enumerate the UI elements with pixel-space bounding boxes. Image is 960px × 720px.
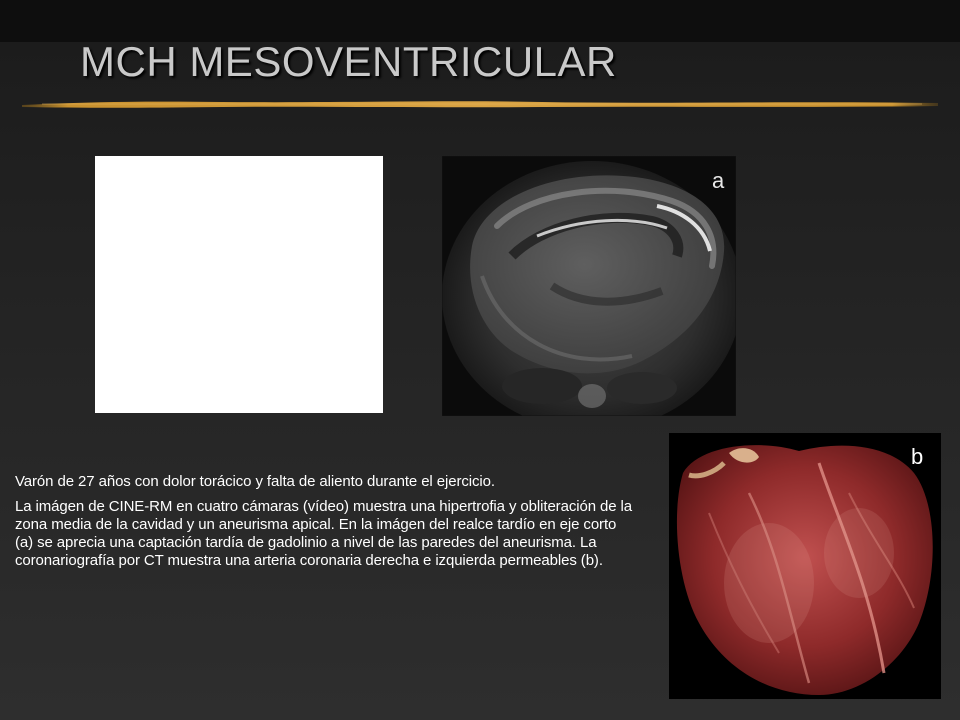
case-description	[15, 473, 635, 577]
coronary-ct-heart-image	[669, 433, 941, 699]
slide-title: MCH MESOVENTRICULAR	[80, 38, 617, 85]
case-paragraph-2: La imágen de CINE-RM en cuatro cámaras (vídeo) muestra una hipertrofia y obliteración de la zona media de la cavidad y un aneurisma apical. En la imágen del realce tardío en eje corto (a) se aprecia una captación tardía de gadolinio a nivel de las paredes del aneurisma. La coronariografía por CT muestra una arteria coronaria derecha e izquierda permeables (b).	[15, 498, 633, 569]
title-underline-rule	[22, 96, 938, 112]
cine-mri-video-frame[interactable]	[95, 156, 383, 413]
case-paragraph-1: Varón de 27 años con dolor torácico y falta de aliento durante el ejercicio.	[15, 473, 495, 490]
panel-label-b: b	[911, 444, 924, 469]
panel-label-a: a	[712, 168, 725, 193]
late-enhancement-mri-image	[442, 156, 736, 416]
top-bar	[0, 0, 960, 42]
